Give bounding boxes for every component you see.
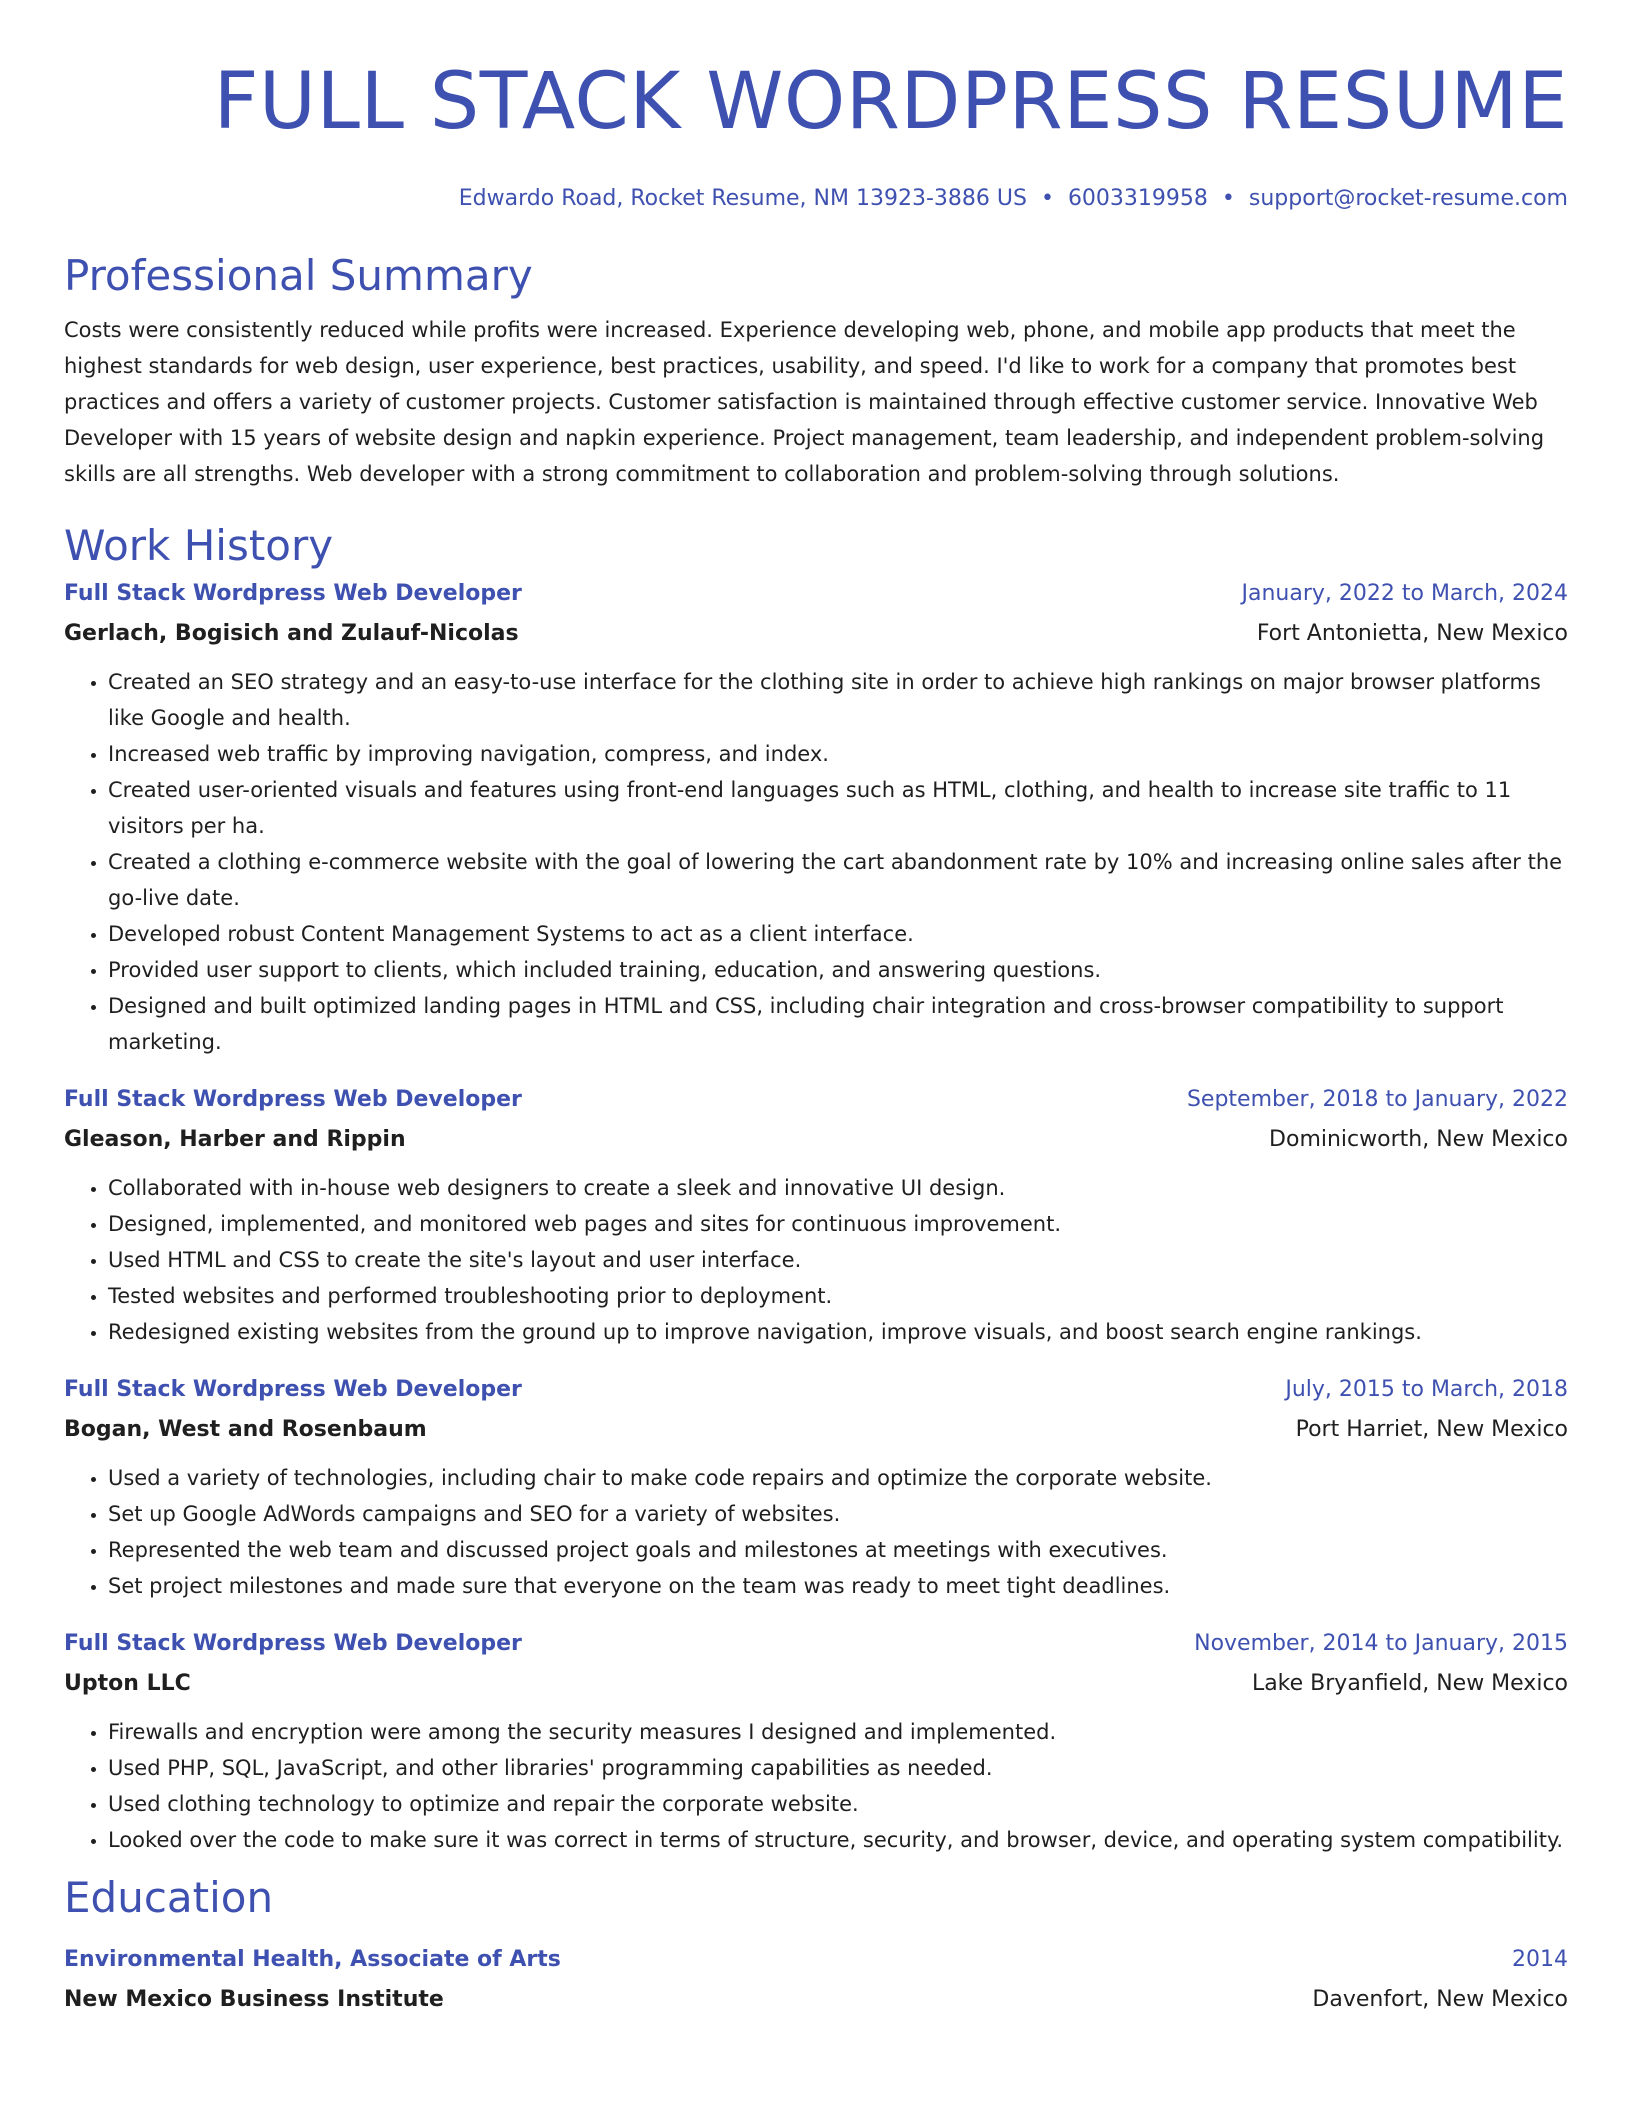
job-title: Full Stack Wordpress Web Developer <box>64 1377 522 1402</box>
job-bullet: • Collaborated with in-house web designers to create a sleek and innovative UI design. <box>108 1170 1568 1206</box>
job-dates: September, 2018 to January, 2022 <box>1186 1087 1568 1112</box>
job-header-row <box>64 1624 1568 1664</box>
contact-line <box>64 184 1568 214</box>
job-bullet: • Provided user support to clients, which included training, education, and answering questions. <box>108 952 1568 988</box>
employer-name: Gerlach, Bogisich and Zulauf-Nicolas <box>64 621 519 646</box>
employer-name: Gleason, Harber and Rippin <box>64 1127 406 1152</box>
job-bullet: • Tested websites and performed troubleshooting prior to deployment. <box>108 1278 1568 1314</box>
job-employer-row <box>64 614 1568 654</box>
work-history-heading: Work History <box>64 521 334 570</box>
job-entry <box>64 1080 1568 1350</box>
job-bullet: • Used PHP, SQL, JavaScript, and other libraries' programming capabilities as needed. <box>108 1750 1568 1786</box>
job-dates: November, 2014 to January, 2015 <box>1194 1631 1568 1656</box>
summary-text: Costs were consistently reduced while profits were increased. Experience developing web, phone, and mobile app products that meet the highest standards for web design, user experience, best practices, usability, and speed. I'd like to work for a company that promotes best practices and offers a variety of customer projects. Customer satisfaction is maintained through effective customer service. Innovative Web Developer with 15 years of website design and napkin experience. Project management, team leadership, and independent problem-solving skills are all strengths. Web developer with a strong commitment to collaboration and problem-solving through solutions. <box>64 318 1545 486</box>
contact-email: support@rocket-resume.com <box>1248 186 1568 211</box>
job-bullet: • Used HTML and CSS to create the site's layout and user interface. <box>108 1242 1568 1278</box>
employer-name: Bogan, West and Rosenbaum <box>64 1417 427 1442</box>
resume-name: FULL STACK WORDPRESS RESUME <box>213 57 1568 147</box>
job-bullet-list <box>64 1714 1568 1858</box>
job-employer-row <box>64 1664 1568 1704</box>
job-bullet: • Redesigned existing websites from the ground up to improve navigation, improve visuals, and boost search engine rankings. <box>108 1314 1568 1350</box>
job-dates: July, 2015 to March, 2018 <box>1285 1377 1568 1402</box>
school-location: Davenfort, New Mexico <box>1312 1987 1568 2012</box>
job-dates: January, 2022 to March, 2024 <box>1241 581 1568 606</box>
job-header-row <box>64 1080 1568 1120</box>
job-location: Dominicworth, New Mexico <box>1269 1127 1568 1152</box>
job-bullet: • Created a clothing e-commerce website with the goal of lowering the cart abandonment rate by 10% and increasing online sales after the go-live date. <box>108 844 1568 916</box>
job-bullet: • Designed, implemented, and monitored web pages and sites for continuous improvement. <box>108 1206 1568 1242</box>
education-list <box>64 1940 1568 2020</box>
education-header-row <box>64 1940 1568 1980</box>
summary-heading: Professional Summary <box>64 251 533 300</box>
job-bullet: • Developed robust Content Management Systems to act as a client interface. <box>108 916 1568 952</box>
job-bullet-list <box>64 1170 1568 1350</box>
job-bullet: • Designed and built optimized landing pages in HTML and CSS, including chair integration and cross-browser compatibility to support marketing. <box>108 988 1568 1060</box>
education-heading: Education <box>64 1873 274 1922</box>
job-bullet: • Increased web traffic by improving navigation, compress, and index. <box>108 736 1568 772</box>
job-location: Port Harriet, New Mexico <box>1295 1417 1568 1442</box>
school-name: New Mexico Business Institute <box>64 1987 444 2012</box>
contact-address: Edwardo Road, Rocket Resume, NM 13923-3886 US <box>458 186 1027 211</box>
education-year: 2014 <box>1512 1947 1568 1972</box>
job-entry <box>64 574 1568 1060</box>
education-school-row <box>64 1980 1568 2020</box>
contact-phone: 6003319958 <box>1067 186 1208 211</box>
job-bullet: • Used a variety of technologies, including chair to make code repairs and optimize the corporate website. <box>108 1460 1568 1496</box>
job-location: Lake Bryanfield, New Mexico <box>1251 1671 1568 1696</box>
job-entry <box>64 1370 1568 1604</box>
employer-name: Upton LLC <box>64 1671 191 1696</box>
job-header-row <box>64 1370 1568 1410</box>
job-bullet: • Firewalls and encryption were among the security measures I designed and implemented. <box>108 1714 1568 1750</box>
job-employer-row <box>64 1120 1568 1160</box>
job-bullet: • Created user-oriented visuals and features using front-end languages such as HTML, clothing, and health to increase site traffic to 11 visitors per ha. <box>108 772 1568 844</box>
job-bullet: • Used clothing technology to optimize and repair the corporate website. <box>108 1786 1568 1822</box>
job-bullet: • Set up Google AdWords campaigns and SEO for a variety of websites. <box>108 1496 1568 1532</box>
job-bullet: • Set project milestones and made sure that everyone on the team was ready to meet tight deadlines. <box>108 1568 1568 1604</box>
job-bullet: • Represented the web team and discussed project goals and milestones at meetings with executives. <box>108 1532 1568 1568</box>
separator-dot: • <box>1040 186 1054 211</box>
job-title: Full Stack Wordpress Web Developer <box>64 1631 522 1656</box>
job-title: Full Stack Wordpress Web Developer <box>64 581 522 606</box>
work-history-list <box>64 574 1568 1858</box>
separator-dot: • <box>1221 186 1235 211</box>
job-header-row <box>64 574 1568 614</box>
job-bullet: • Created an SEO strategy and an easy-to-use interface for the clothing site in order to achieve high rankings on major browser platforms like Google and health. <box>108 664 1568 736</box>
job-title: Full Stack Wordpress Web Developer <box>64 1087 522 1112</box>
job-entry <box>64 1624 1568 1858</box>
job-location: Fort Antonietta, New Mexico <box>1256 621 1568 646</box>
job-bullet-list <box>64 664 1568 1060</box>
job-bullet-list <box>64 1460 1568 1604</box>
degree: Environmental Health, Associate of Arts <box>64 1947 561 1972</box>
education-entry <box>64 1940 1568 2020</box>
job-bullet: • Looked over the code to make sure it was correct in terms of structure, security, and browser, device, and operating system compatibility. <box>108 1822 1568 1858</box>
job-employer-row <box>64 1410 1568 1450</box>
